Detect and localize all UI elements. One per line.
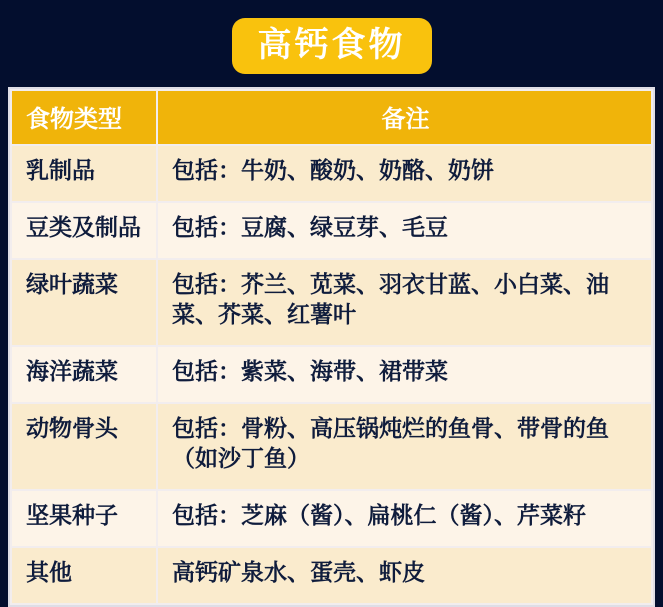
table-row [11,145,652,202]
note-cell: 包括：骨粉、高压锅炖烂的鱼骨、带骨的鱼（如沙丁鱼） [157,403,652,490]
table-row [11,202,652,259]
table-row [11,403,652,490]
food-type-cell: 豆类及制品 [11,202,157,259]
note-cell: 包括：芝麻（酱）、扁桃仁（酱）、芹菜籽 [157,490,652,547]
note-cell: 包括：芥兰、苋菜、羽衣甘蓝、小白菜、油菜、芥菜、红薯叶 [157,259,652,346]
food-type-cell: 乳制品 [11,145,157,202]
food-type-cell: 绿叶蔬菜 [11,259,157,346]
note-cell: 包括：牛奶、酸奶、奶酪、奶饼 [157,145,652,202]
table-row [11,346,652,403]
food-type-cell: 动物骨头 [11,403,157,490]
food-table [10,89,653,605]
high-calcium-food-table [8,87,655,607]
food-type-cell: 坚果种子 [11,490,157,547]
table-header-row [11,90,652,145]
food-type-cell: 其他 [11,547,157,604]
note-cell: 高钙矿泉水、蛋壳、虾皮 [157,547,652,604]
table-row [11,490,652,547]
food-type-cell: 海洋蔬菜 [11,346,157,403]
table-row [11,547,652,604]
column-header-food-type: 食物类型 [11,90,157,145]
page-title: 高钙食物 [232,18,432,74]
note-cell: 包括：紫菜、海带、裙带菜 [157,346,652,403]
table-row [11,259,652,346]
column-header-note: 备注 [157,90,652,145]
note-cell: 包括：豆腐、绿豆芽、毛豆 [157,202,652,259]
